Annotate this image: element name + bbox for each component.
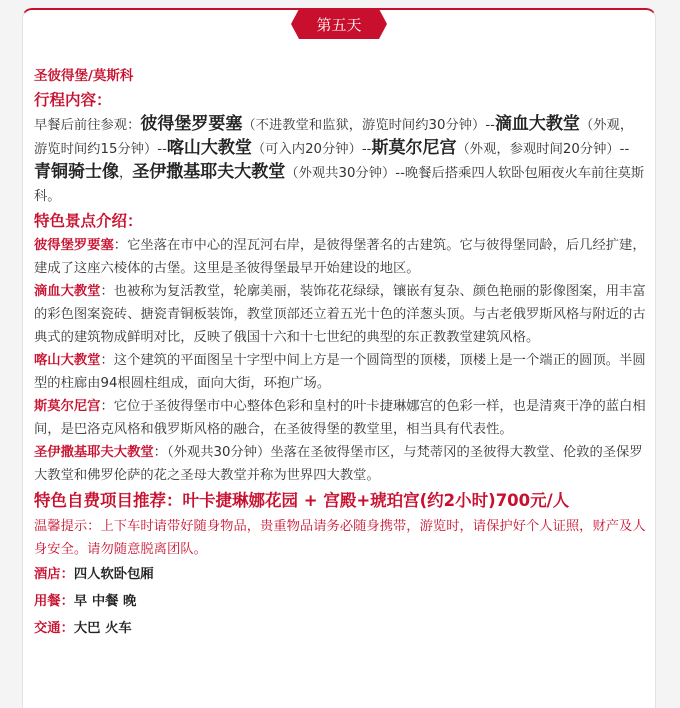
- itinerary-attraction: 喀山大教堂: [166, 138, 252, 158]
- itinerary-part: （不进教堂和监狱，游览时间约30分钟）--: [242, 118, 495, 133]
- feature-desc: ：它位于圣彼得堡市中心整体色彩和皇村的叶卡捷琳娜宫的色彩一样，也是清爽干净的蓝白相间，是巴洛克风格和俄罗斯风格的融合，在圣彼得堡的教堂里，相当具有代表性。: [34, 399, 646, 437]
- day-content: [34, 65, 646, 642]
- hotel-row: [34, 561, 646, 588]
- optional-tour-promo: 特色自费项目推荐：叶卡捷琳娜花园 + 宫殿+琥珀宫(约2小时)700元/人: [34, 491, 570, 510]
- itinerary-heading: 行程内容：: [34, 91, 112, 109]
- itinerary-attraction: 斯莫尔尼宫: [371, 138, 457, 158]
- hotel-label: 酒店：: [34, 567, 74, 582]
- itinerary-part: （外观，参观时间20分钟）--: [456, 142, 630, 157]
- itinerary-part: （外观，游览时间约15分钟）--: [34, 118, 634, 157]
- feature-name: 圣伊撒基耶夫大教堂: [34, 445, 154, 460]
- feature-desc: ：这个建筑的平面图呈十字型中间上方是一个圆筒型的顶楼，顶楼上是一个端正的圆顶。半圆型的柱廊由94根圆柱组成，面向大街，环抱广场。: [34, 353, 646, 391]
- itinerary-attraction: 彼得堡罗要塞: [140, 114, 243, 134]
- feature-name: 喀山大教堂: [34, 353, 101, 368]
- itinerary-attraction: 圣伊撒基耶夫大教堂: [132, 162, 286, 182]
- transport-label: 交通：: [34, 621, 74, 636]
- feature-name: 彼得堡罗要塞: [34, 238, 114, 253]
- itinerary-attraction: 青铜骑士像: [34, 162, 119, 182]
- feature-desc: ：也被称为复活教堂，轮廓美丽，装饰花花绿绿，镶嵌有复杂、颜色艳丽的影像图案，用丰富的彩色图案瓷砖、搪瓷青铜板装饰，教堂顶部还立着五光十色的洋葱头顶。与古老俄罗斯风格与附近的古典式的建筑物成鲜明对比，反映了俄国十六和十七世纪的典型的东正教教堂建筑风格。: [34, 284, 646, 345]
- transport-value: 大巴 火车: [73, 621, 132, 636]
- meals-label: 用餐：: [34, 594, 74, 609]
- feature-item: [34, 280, 646, 349]
- itinerary-part: ，: [119, 166, 133, 181]
- day-card: [22, 8, 656, 708]
- feature-desc: ：它坐落在市中心的涅瓦河右岸，是彼得堡著名的古建筑。它与彼得堡同龄，后几经扩建，建成了这座六棱体的古堡。这里是圣彼得堡最早开始建设的地区。: [34, 238, 646, 276]
- feature-item: [34, 441, 646, 487]
- itinerary-part: 早餐后前往参观：: [34, 118, 141, 133]
- route-title: 圣彼得堡/莫斯科: [34, 68, 134, 84]
- hotel-value: 四人软卧包厢: [73, 567, 154, 582]
- feature-item: [34, 395, 646, 441]
- feature-item: [34, 234, 646, 280]
- features-heading: 特色景点介绍：: [34, 212, 143, 230]
- feature-item: [34, 349, 646, 395]
- itinerary-attraction: 滴血大教堂: [494, 114, 580, 134]
- itinerary-part: （外观共30分钟）--晚餐后搭乘四人软卧包厢夜火车前往莫斯科。: [34, 166, 645, 204]
- itinerary-text: [34, 113, 646, 208]
- feature-name: 滴血大教堂: [34, 284, 101, 299]
- meals-value: 早 中餐 晚: [73, 594, 137, 609]
- meals-row: [34, 588, 646, 615]
- warm-tips: 温馨提示：上下车时请带好随身物品，贵重物品请务必随身携带，游览时，请保护好个人证照，财产及人身安全。请勿随意脱离团队。: [34, 519, 646, 557]
- feature-desc: ：（外观共30分钟）坐落在圣彼得堡市区，与梵蒂冈的圣彼得大教堂、伦敦的圣保罗大教堂和佛罗伦萨的花之圣母大教堂并称为世界四大教堂。: [34, 445, 643, 483]
- itinerary-part: （可入内20分钟）--: [251, 142, 372, 157]
- day-tab: 第五天: [299, 9, 379, 39]
- feature-name: 斯莫尔尼宫: [34, 399, 101, 414]
- transport-row: [34, 615, 646, 642]
